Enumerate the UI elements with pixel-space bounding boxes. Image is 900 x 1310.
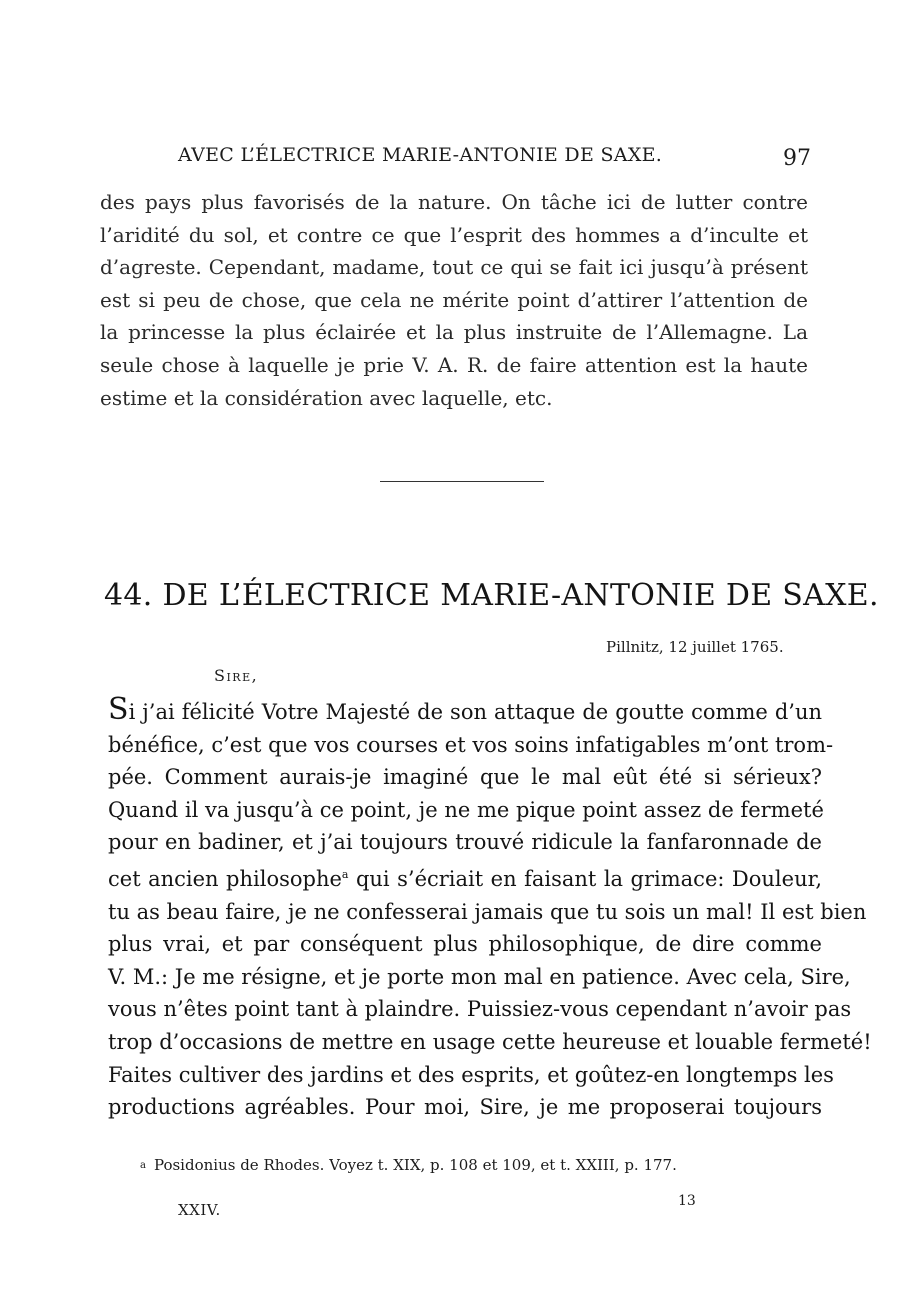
text-line <box>108 859 822 896</box>
text-line: plus vrai, et par conséquent plus philosophique, de dire comme <box>108 932 822 957</box>
text-line: seule chose à laquelle je prie V. A. R. de faire attention est la haute <box>100 352 808 377</box>
text-line: vous n’êtes point tant à plaindre. Puissiez-vous cependant n’avoir pas <box>108 997 852 1022</box>
text-line: est si peu de chose, que cela ne mérite point d’attirer l’attention de <box>100 287 808 312</box>
footnote-text: Posidonius de Rhodes. Voyez t. XIX, p. 108 et 109, et t. XXIII, p. 177. <box>153 1156 677 1174</box>
text-line: tu as beau faire, je ne confesserai jamais que tu sois un mal! Il est bien <box>108 899 867 924</box>
text-line: la princesse la plus éclairée et la plus instruite de l’Allemagne. La <box>100 320 808 345</box>
footnote <box>140 1156 677 1174</box>
text-line: productions agréables. Pour moi, Sire, je me proposerai toujours <box>108 1095 822 1120</box>
text-line: pée. Comment aurais-je imaginé que le mal eût été si sérieux? <box>108 765 822 790</box>
text-line: pour en badiner, et j’ai toujours trouvé ridicule la fanfaronnade de <box>108 830 822 855</box>
footnote-mark: a <box>140 1160 146 1171</box>
text-line: V. M.: Je me résigne, et je porte mon mal en patience. Avec cela, Sire, <box>108 964 851 989</box>
sheet-number: 13 <box>678 1193 696 1209</box>
letter-salutation: Sire, <box>214 666 259 685</box>
section-separator <box>380 481 544 482</box>
text-line-rest: i j’ai félicité Votre Majesté de son attaque de goutte comme d’un <box>128 700 822 724</box>
text-line: bénéfice, c’est que vos courses et vos soins infatigables m’ont trom- <box>108 732 834 757</box>
text-line: Faites cultiver des jardins et des esprits, et goûtez-en longtemps les <box>108 1062 834 1087</box>
page-number: 97 <box>783 146 811 171</box>
text-line: trop d’occasions de mettre en usage cette heureuse et louable fermeté! <box>108 1029 872 1054</box>
text-line: estime et la considération avec laquelle, etc. <box>100 385 553 410</box>
text-line <box>108 692 822 729</box>
text-line: d’agreste. Cependant, madame, tout ce qui se fait ici jusqu’à présent <box>100 255 808 280</box>
initial-capital: S <box>108 692 129 727</box>
text-line: Quand il va jusqu’à ce point, je ne me pique point assez de fermeté <box>108 797 824 822</box>
footnote-reference: a <box>341 867 349 881</box>
letter-dateline: Pillnitz, 12 juillet 1765. <box>606 638 784 656</box>
text-line-part: cet ancien philosophe <box>108 866 342 891</box>
running-head: AVEC L’ÉLECTRICE MARIE-ANTONIE DE SAXE. <box>178 144 663 166</box>
previous-letter-ending <box>100 186 808 414</box>
text-line: des pays plus favorisés de la nature. On tâche ici de lutter contre <box>100 190 808 214</box>
text-line-part: qui s’écriait en faisant la grimace: Douleur, <box>355 866 823 891</box>
letter-heading: 44. DE L’ÉLECTRICE MARIE-ANTONIE DE SAXE. <box>104 578 879 613</box>
letter-body <box>108 692 872 1124</box>
volume-signature: XXIV. <box>178 1201 221 1219</box>
text-line: l’aridité du sol, et contre ce que l’esprit des hommes a d’inculte et <box>100 222 808 247</box>
